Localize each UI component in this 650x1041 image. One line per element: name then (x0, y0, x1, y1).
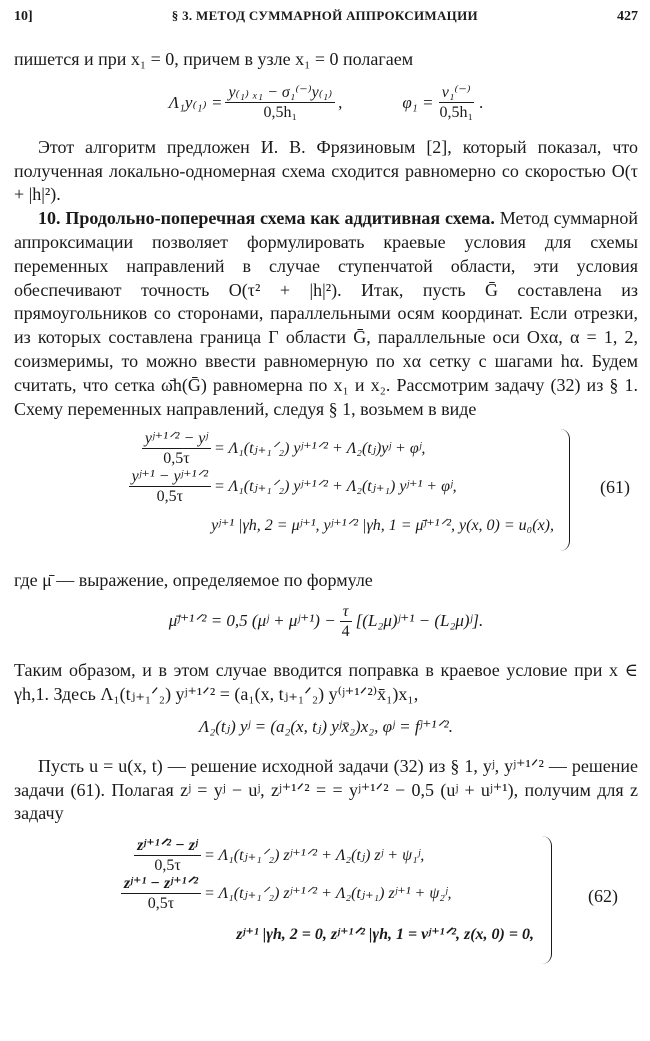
formula-1-den: 0,5h₁ (263, 104, 298, 122)
formula-1-frac2 (436, 83, 476, 122)
s62-den-2: 0,5τ (147, 894, 175, 912)
system-62-line-1 (54, 836, 534, 874)
formula-3-text: Λ₂(tⱼ) yʲ = (a₂(x, tⱼ) yʲx̄₂)x₂, φʲ = fʲ⁺¹ᐟ². (199, 716, 453, 736)
s62-line-3: zʲ⁺¹ |γh, 2 = 0, zʲ⁺¹ᐟ² |γh, 1 = νʲ⁺¹ᐟ², z(x, 0) = 0, (236, 926, 534, 944)
formula-2-frac (339, 602, 353, 641)
system-61-line-2 (34, 467, 554, 505)
s61-frac-1 (142, 429, 211, 468)
system-61-brace (560, 429, 570, 551)
paragraph-5: Таким образом, и в этом случае вводится поправка в краевое условие при x ∈ γh,1. Здесь Λ₁(tⱼ₊₁ᐟ₂) yʲ⁺¹ᐟ² = (a₁(x, tⱼ₊₁ᐟ₂) y⁽ʲ⁺¹ᐟ²⁾x̄₁)x₁, (14, 660, 638, 704)
equation-number-62: (62) (588, 886, 618, 907)
paragraph-1: пишется и при x₁ = 0, причем в узле x₁ = 0 полагаем (14, 49, 414, 69)
system-61-line-3 (34, 505, 554, 545)
s62-num-1: zʲ⁺¹ᐟ² − zʲ (134, 836, 201, 856)
formula-2-tail: [(L₂μ)ʲ⁺¹ − (L₂μ)ʲ]. (355, 611, 484, 631)
formula-1-frac (225, 83, 335, 122)
system-62-line-2 (54, 874, 534, 912)
paragraph-4: где μ̄ — выражение, определяемое по формуле (14, 570, 373, 591)
formula-2-num: τ (340, 602, 352, 622)
s62-rhs-2: = Λ₁(tⱼ₊₁ᐟ₂) zʲ⁺¹ᐟ² + Λ₂(tⱼ₊₁) zʲ⁺¹ + ψ₂ʲ, (204, 885, 452, 903)
formula-1-lhs2: φ₁ = (402, 92, 434, 112)
page-number: 427 (616, 9, 638, 24)
formula-3 (14, 707, 638, 747)
formula-1-den2: 0,5h₁ (439, 104, 474, 122)
equation-number-61: (61) (600, 477, 630, 498)
system-62-line-3 (54, 912, 534, 956)
formula-1-sep: , (338, 92, 343, 112)
paragraph-2: Этот алгоритм предложен И. В. Фрязиновым [2], который показал, что полученная локально-одномерная схема сходится равномерно со скоростью O(τ + |h|²). (14, 136, 638, 205)
formula-1-end: . (479, 92, 484, 112)
formula-1 (14, 76, 638, 130)
header-left: 10] (14, 9, 33, 24)
s61-den-2: 0,5τ (156, 487, 184, 505)
formula-2 (14, 593, 638, 649)
system-61-lines (34, 429, 554, 545)
formula-2-den: 4 (341, 622, 350, 640)
s61-num-2: yʲ⁺¹ − yʲ⁺¹ᐟ² (129, 467, 211, 487)
s62-rhs-1: = Λ₁(tⱼ₊₁ᐟ₂) zʲ⁺¹ᐟ² + Λ₂(tⱼ) zʲ + ψ₁ʲ, (204, 847, 425, 865)
system-61-line-1 (34, 429, 554, 467)
formula-1-num2: ν₁⁽⁻⁾ (439, 83, 474, 103)
s61-line-3: yʲ⁺¹ |γh, 2 = μʲ⁺¹, yʲ⁺¹ᐟ² |γh, 1 = μ̄ʲ⁺¹ᐟ², y(x, 0) = u₀(x), (211, 517, 554, 535)
s62-frac-2 (121, 874, 201, 913)
s62-frac-1 (134, 836, 201, 875)
paragraph-6: Пусть u = u(x, t) — решение исходной задачи (32) из § 1, yʲ, yʲ⁺¹ᐟ² — решение задачи (61). Полагая zʲ = yʲ − uʲ, zʲ⁺¹ᐟ² = = yʲ⁺¹ᐟ² − 0,5 (uʲ + uʲ⁺¹), получим для z задачу (14, 755, 638, 824)
header-title: § 3. МЕТОД СУММАРНОЙ АППРОКСИМАЦИИ (171, 8, 478, 23)
system-61 (14, 429, 638, 551)
s61-rhs-1: = Λ₁(tⱼ₊₁ᐟ₂) yʲ⁺¹ᐟ² + Λ₂(tⱼ)yʲ + φʲ, (214, 440, 426, 458)
s62-num-2: zʲ⁺¹ − zʲ⁺¹ᐟ² (121, 874, 201, 894)
formula-2-text: μ̄ʲ⁺¹ᐟ² = 0,5 (μʲ + μʲ⁺¹) − (168, 611, 336, 631)
formula-1-lhs: Λ₁y₍₁₎ = (168, 92, 223, 112)
system-62 (14, 836, 638, 964)
s61-frac-2 (129, 467, 211, 506)
paragraph-3 (14, 207, 638, 421)
system-62-lines (54, 836, 534, 956)
s62-den-1: 0,5τ (154, 856, 181, 874)
s61-den-1: 0,5τ (163, 449, 190, 467)
formula-1-num: y₍₁₎ ₓ₁ − σ₁⁽⁻⁾y₍₁₎ (225, 83, 335, 103)
s61-num-1: yʲ⁺¹ᐟ² − yʲ (142, 429, 211, 449)
paragraph-3-body: Метод суммарной аппроксимации позволяет формулировать краевые условия для схемы переменных направлений в случае ступенчатой области, эти условия обеспечивают точность O(τ² + |h|²). Итак, пусть Ḡ составлена из прямоугольников со сторонами, параллельными осям координат. Если отрезки, из которых составлена граница Γ области Ḡ, параллельные оси Oxα, α = 1, 2, соизмеримы, то можно ввести равномерную по xα сетку с шагами hα. Будем считать, что сетка ω̄h(Ḡ) равномерна по x₁ и x₂. Рассмотрим задачу (32) из § 1. Схему переменных направлений, следуя § 1, возьмем в виде (14, 208, 639, 419)
s61-rhs-2: = Λ₁(tⱼ₊₁ᐟ₂) yʲ⁺¹ᐟ² + Λ₂(tⱼ₊₁) yʲ⁺¹ + φʲ, (214, 478, 457, 496)
system-62-brace (542, 836, 552, 964)
running-header (14, 8, 638, 30)
section-title: 10. Продольно-поперечная схема как аддитивная схема. (38, 208, 495, 229)
page (14, 8, 638, 964)
